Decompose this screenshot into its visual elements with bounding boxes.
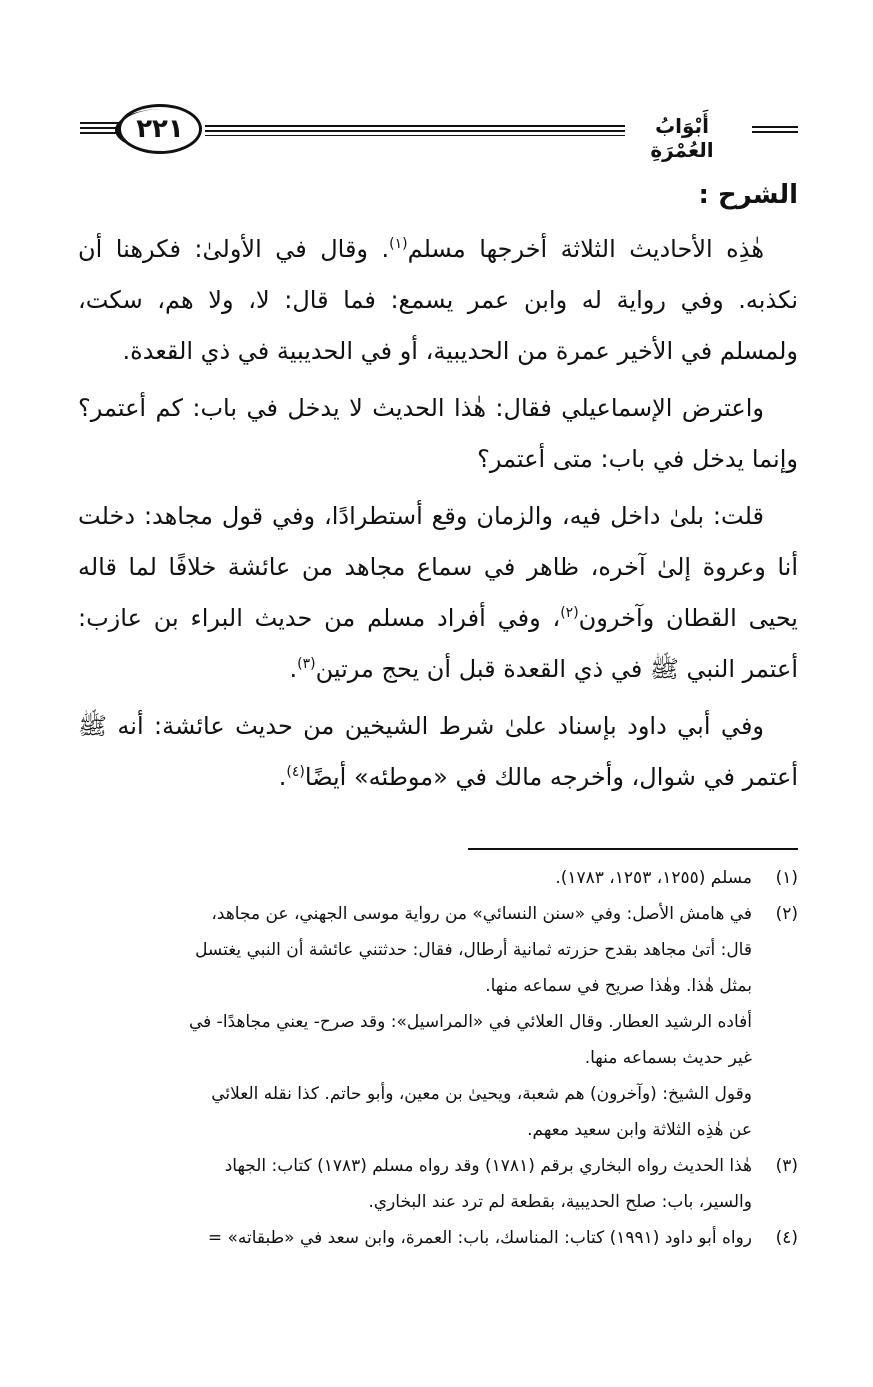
paragraph-text: .: [278, 763, 287, 791]
paragraph-text: قلت: بلىٰ داخل فيه، والزمان وقع أستطرادًا، وفي قول مجاهد: دخلت أنا وعروة إلىٰ آخره، ظاهر في سماع مجاهد من عائشة خلافًا لما قاله يحيى القطان وآخرون: [78, 502, 798, 632]
footnote-mark: (١): [775, 868, 798, 888]
footnote-ref: (٢): [560, 605, 579, 621]
footnote-line: والسير، باب: صلح الحديبية، بقطعة لم ترد عند البخاري.: [368, 1192, 752, 1212]
footnote-line: بمثل هٰذا. وهٰذا صريح في سماعه منها.: [485, 976, 752, 996]
paragraph-text: ، وفي أفراد مسلم من حديث البراء بن عازب: أعتمر النبي ﷺ في ذي القعدة قبل أن يحج مرتين: [78, 604, 798, 683]
footnote-line: رواه أبو داود (١٩٩١) كتاب: المناسك، باب: العمرة، وابن سعد في «طبقاته» =: [207, 1228, 752, 1248]
footnote-mark: (٢): [775, 904, 798, 924]
page-number-frame: [118, 104, 202, 154]
page-header: [80, 100, 798, 162]
footnote-line: قال: أتىٰ مجاهد بقدح حزرته ثمانية أرطال، فقال: حدثتني عائشة أن النبي يغتسل: [195, 940, 752, 960]
main-text: [78, 170, 798, 809]
footnote-mark: (٤): [775, 1228, 798, 1248]
footnote-line: عن هٰذِه الثلاثة وابن سعيد معهم.: [527, 1120, 752, 1140]
running-title: أَبْوَابُ العُمْرَةِ: [650, 114, 714, 162]
footnote: [36, 1220, 798, 1256]
header-rule: [80, 127, 120, 129]
footnote-line: في هامش الأصل: وفي «سنن النسائي» من رواية موسى الجهني، عن مجاهد،: [211, 904, 752, 924]
header-rule: [752, 126, 798, 128]
footnote-line: مسلم (١٢٥٥، ١٢٥٣، ١٧٨٣).: [555, 868, 752, 888]
page-number: ٢٢١: [136, 114, 184, 144]
footnote-line: أفاده الرشيد العطار. وقال العلائي في «المراسيل»: وقد صرح- يعني مجاهدًا- في: [188, 1012, 752, 1032]
footnote: [36, 860, 798, 896]
footnote-line: غير حديث بسماعه منها.: [584, 1048, 752, 1068]
footnote: [36, 1148, 798, 1220]
header-rule: [205, 130, 625, 132]
paragraph-1: [78, 224, 798, 377]
paragraph-4: [78, 701, 798, 803]
footnote-ref: (١): [389, 236, 408, 252]
footnote-ref: (٣): [297, 656, 316, 672]
header-rule: [205, 135, 625, 136]
paragraph-text: .: [289, 655, 298, 683]
section-heading: الشرح :: [698, 180, 798, 210]
footnote-line: هٰذا الحديث رواه البخاري برقم (١٧٨١) وقد رواه مسلم (١٧٨٣) كتاب: الجهاد: [224, 1156, 752, 1176]
header-rule: [80, 132, 120, 134]
footnote-ref: (٤): [286, 764, 305, 780]
paragraph-text: . وقال في الأولىٰ: فكرهنا أن نكذبه. وفي رواية له وابن عمر يسمع: فما قال: لا، ولا هم، سكت، ولمسلم في الأخير عمرة من الحديبية، أو في الحديبية في ذي القعدة.: [78, 235, 798, 365]
footnotes: [36, 860, 798, 1256]
header-rule: [205, 125, 625, 127]
paragraph-text: واعترض الإسماعيلي فقال: هٰذا الحديث لا يدخل في باب: كم أعتمر؟ وإنما يدخل في باب: متى أعتمر؟: [78, 394, 798, 473]
footnote: [36, 896, 798, 1148]
paragraph-2: [78, 383, 798, 485]
paragraph-text: هٰذِه الأحاديث الثلاثة أخرجها مسلم: [407, 235, 764, 263]
paragraph-text: وفي أبي داود بإسناد علىٰ شرط الشيخين من حديث عائشة: أنه ﷺ أعتمر في شوال، وأخرجه مالك في «موطئه» أيضًا: [78, 712, 798, 791]
header-rule: [752, 131, 798, 133]
footnote-line: وقول الشيخ: (وآخرون) هم شعبة، ويحيىٰ بن معين، وأبو حاتم. كذا نقله العلائي: [211, 1084, 752, 1104]
header-rule: [80, 122, 120, 124]
footnote-mark: (٣): [775, 1156, 798, 1176]
footnote-separator: [468, 848, 798, 850]
paragraph-3: [78, 491, 798, 695]
